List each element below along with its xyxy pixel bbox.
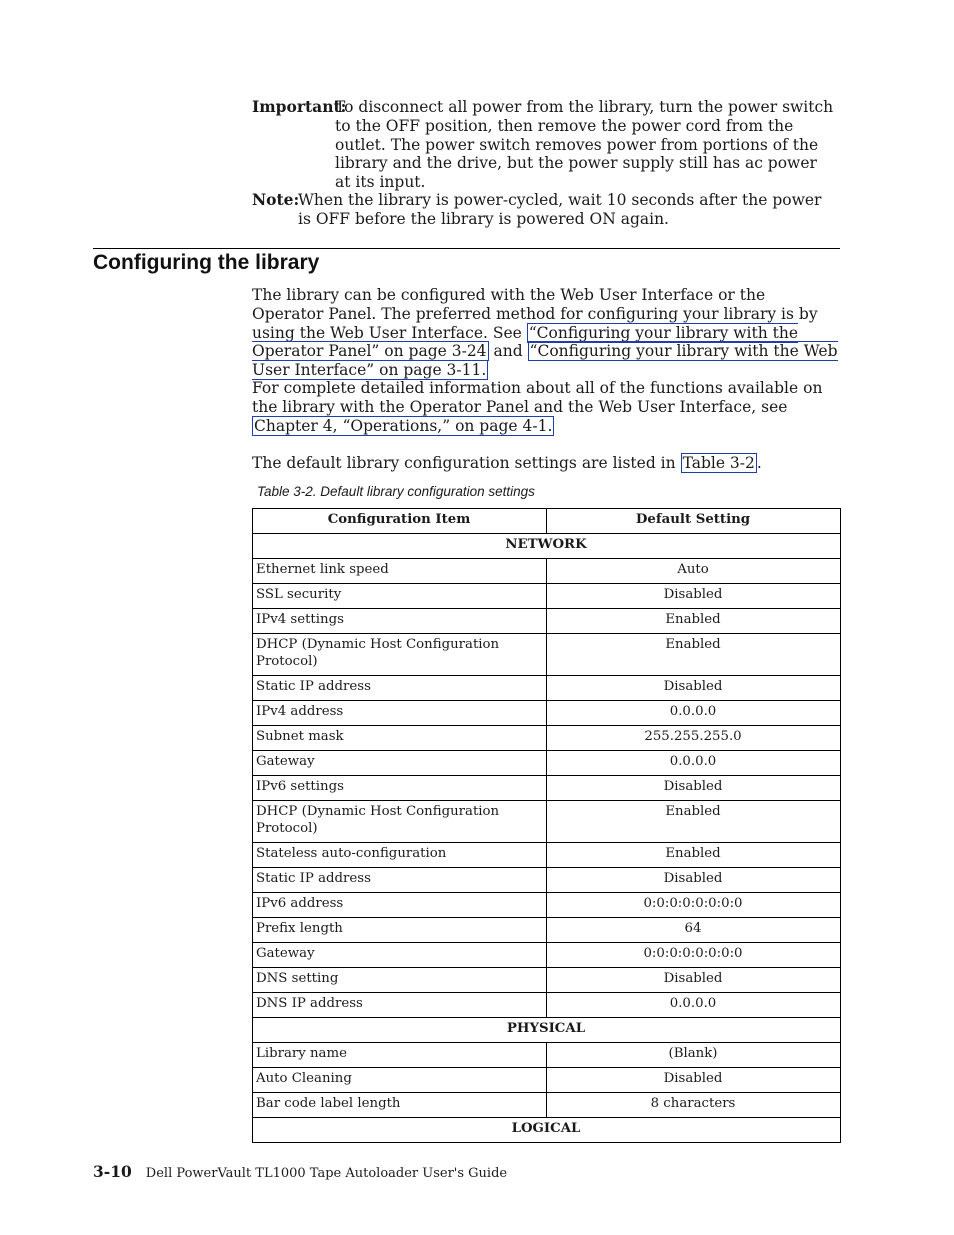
table-row [253, 893, 841, 918]
note-text: When the library is power-cycled, wait 10 seconds after the power is OFF before the library is powered ON again. [298, 191, 822, 228]
details-paragraph [252, 379, 840, 435]
default-setting-cell: 8 characters [547, 1093, 841, 1118]
default-setting-cell: (Blank) [547, 1043, 841, 1068]
default-setting-cell: Disabled [547, 676, 841, 701]
table-row [253, 751, 841, 776]
table-row [253, 776, 841, 801]
config-item-cell: SSL security [253, 584, 547, 609]
operator-panel-link[interactable]: “Configuring your library with the Operator Panel” on page 3-24 [252, 323, 799, 361]
note-label: Note: [252, 190, 300, 209]
config-item-cell: DNS setting [253, 968, 547, 993]
table-header-row [253, 509, 841, 534]
chapter-4-link[interactable]: Chapter 4, “Operations,” on page 4-1. [254, 416, 553, 435]
default-setting-cell: Enabled [547, 843, 841, 868]
config-item-cell: Library name [253, 1043, 547, 1068]
default-setting-cell: Disabled [547, 1068, 841, 1093]
table-row [253, 559, 841, 584]
config-table [252, 508, 841, 1143]
web-ui-link[interactable]: “Configuring your library with the Web User Interface” on page 3-11. [252, 342, 838, 380]
default-setting-cell: Disabled [547, 868, 841, 893]
important-notice [252, 97, 842, 192]
defaults-paragraph [252, 454, 840, 473]
section-title: Configuring the library [93, 251, 320, 274]
config-item-cell: Gateway [253, 751, 547, 776]
config-item-cell: Static IP address [253, 868, 547, 893]
default-setting-cell: Disabled [547, 776, 841, 801]
config-item-cell: IPv4 settings [253, 609, 547, 634]
default-setting-cell: Auto [547, 559, 841, 584]
group-row-logical [253, 1118, 841, 1143]
book-title: Dell PowerVault TL1000 Tape Autoloader User's Guide [145, 1166, 508, 1181]
section-divider [93, 248, 840, 249]
important-label: Important: [252, 97, 347, 116]
table-row [253, 868, 841, 893]
table-row [253, 1043, 841, 1068]
details-text: For complete detailed information about all of the functions available on the library with the Operator Panel and the Web User Interface, see [252, 379, 823, 416]
config-item-cell: Auto Cleaning [253, 1068, 547, 1093]
default-setting-cell: 0:0:0:0:0:0:0:0 [547, 943, 841, 968]
config-item-cell: Prefix length [253, 918, 547, 943]
table-row [253, 1093, 841, 1118]
group-row-network [253, 534, 841, 559]
table-row [253, 968, 841, 993]
config-item-cell: Stateless auto-configuration [253, 843, 547, 868]
config-item-cell: IPv6 settings [253, 776, 547, 801]
default-setting-cell: 0:0:0:0:0:0:0:0 [547, 893, 841, 918]
config-item-cell: Bar code label length [253, 1093, 547, 1118]
page-number: 3-10 [93, 1162, 132, 1181]
table-row [253, 634, 841, 676]
default-setting-cell: Enabled [547, 634, 841, 676]
table-row [253, 993, 841, 1018]
default-setting-cell: 255.255.255.0 [547, 726, 841, 751]
default-setting-cell: 0.0.0.0 [547, 751, 841, 776]
group-label: LOGICAL [253, 1118, 841, 1143]
page-footer [93, 1162, 507, 1181]
table-row [253, 801, 841, 843]
table-row [253, 676, 841, 701]
config-item-cell: IPv6 address [253, 893, 547, 918]
intro-paragraph [252, 286, 840, 380]
default-setting-cell: Enabled [547, 801, 841, 843]
group-label: NETWORK [253, 534, 841, 559]
header-config-item: Configuration Item [253, 509, 547, 534]
table-row [253, 843, 841, 868]
important-text: To disconnect all power from the library, turn the power switch to the OFF position, then remove the power cord from the outlet. The power switch removes power from portions of the library and the drive, but the power supply still has ac power at its input. [335, 98, 834, 192]
table-row [253, 584, 841, 609]
config-item-cell: DHCP (Dynamic Host Configuration Protocol) [253, 634, 547, 676]
default-setting-cell: Enabled [547, 609, 841, 634]
table-row [253, 726, 841, 751]
default-setting-cell: 64 [547, 918, 841, 943]
table-row [253, 1068, 841, 1093]
default-setting-cell: 0.0.0.0 [547, 701, 841, 726]
default-setting-cell: Disabled [547, 968, 841, 993]
config-item-cell: DNS IP address [253, 993, 547, 1018]
config-item-cell: Static IP address [253, 676, 547, 701]
header-default-setting: Default Setting [547, 509, 841, 534]
table-row [253, 943, 841, 968]
table-row [253, 918, 841, 943]
defaults-text: The default library configuration settings are listed in [252, 454, 681, 472]
table-row [253, 609, 841, 634]
table-row [253, 701, 841, 726]
default-setting-cell: Disabled [547, 584, 841, 609]
group-row-physical [253, 1018, 841, 1043]
config-item-cell: DHCP (Dynamic Host Configuration Protocol) [253, 801, 547, 843]
intro-text-2: and [488, 342, 528, 361]
table-3-2-link[interactable]: Table 3-2 [682, 454, 755, 472]
defaults-text-end: . [756, 454, 762, 472]
config-item-cell: Subnet mask [253, 726, 547, 751]
table-caption: Table 3-2. Default library configuration settings [257, 484, 535, 499]
note-notice [252, 191, 842, 231]
config-item-cell: Gateway [253, 943, 547, 968]
intro-text-1: The library can be configured with the Web User Interface or the Operator Panel. The preferred method for configuring your library is by using the Web User Interface. See [252, 286, 818, 342]
group-label: PHYSICAL [253, 1018, 841, 1043]
config-item-cell: IPv4 address [253, 701, 547, 726]
config-item-cell: Ethernet link speed [253, 559, 547, 584]
default-setting-cell: 0.0.0.0 [547, 993, 841, 1018]
